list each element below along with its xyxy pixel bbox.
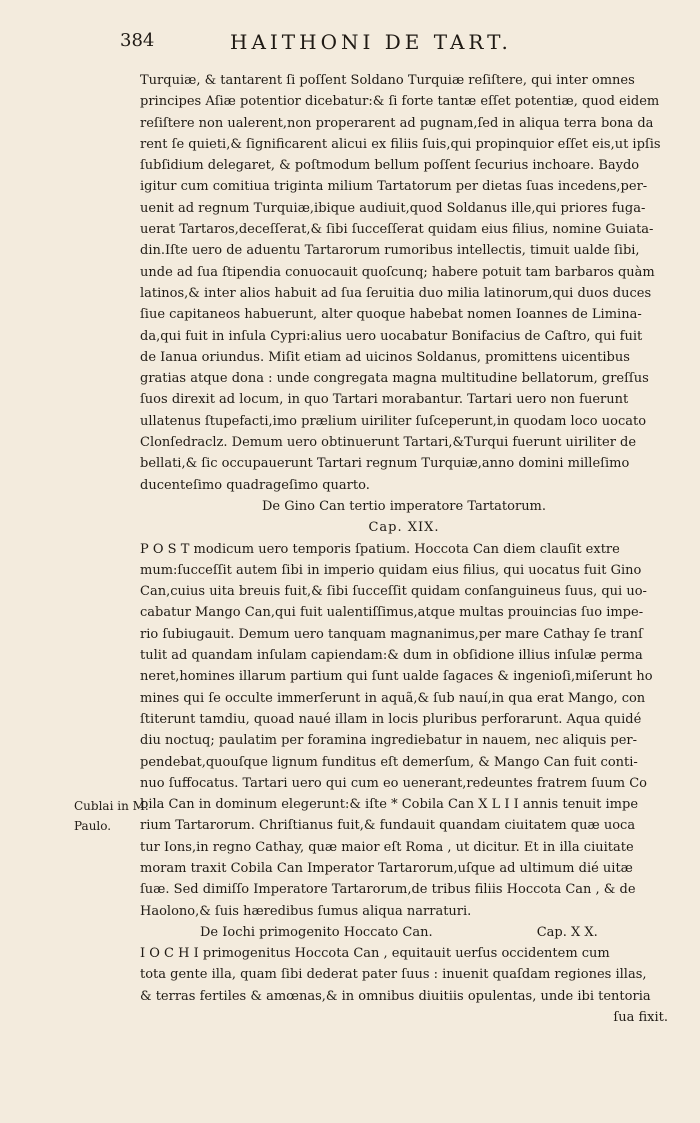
text-line: rium Tartarorum. Chriſtianus fuit,& fundauit quandam ciuitatem quæ uoca xyxy=(140,818,636,834)
chapter-heading: De Gino Can tertio imperatore Tartatorum. xyxy=(261,498,547,514)
page-header xyxy=(120,30,670,64)
paragraph-block-1 xyxy=(140,70,668,496)
text-line: tur Ions,in regno Cathay, quæ maior eſt Roma , ut dicitur. Et in illa ciuitate xyxy=(140,839,634,855)
text-line: & terras fertiles & amœnas,& in omnibus diuitiis opulentas, unde ibi tentoria xyxy=(140,988,651,1004)
text-line: ducenteſimo quadrageſimo quarto. xyxy=(140,477,370,493)
text-line: Haolono,& ſuis hæredibus ſumus aliqua narraturi. xyxy=(140,903,472,919)
text-line: rio ſubiugauit. Demum uero tanquam magnanimus,per mare Cathay ſe tranſ xyxy=(140,626,643,642)
text-line: reſiſtere non ualerent,non properarent ad pugnam,ſed in aliqua terra bona da xyxy=(140,115,654,131)
text-line: nuo ſuffocatus. Tartari uero qui cum eo uenerant,redeuntes fratrem ſuum Co xyxy=(140,775,647,791)
text-line: ſiue capitaneos habuerunt, alter quoque habebat nomen Ioannes de Limina- xyxy=(140,307,642,323)
text-line: tota gente illa, quam ſibi dederat pater ſuus : inuenit quaſdam regiones illas, xyxy=(140,967,647,983)
text-line: bellati,& ſic occupauerunt Tartari regnum Turquiæ,anno domini milleſimo xyxy=(140,456,630,472)
text-line: rent ſe quieti,& ſignificarent alicui ex filiis ſuis,qui propinquior eſſet eis,ut ipſis xyxy=(140,136,661,152)
margin-note-line: Cublai in M. xyxy=(74,799,149,813)
text-line: latinos,& inter alios habuit ad ſua ſeruitia duo milia latinorum,qui duos duces xyxy=(140,285,652,301)
text-line: ſuos direxit ad locum, in quo Tartari morabantur. Tartari uero non fuerunt xyxy=(140,392,629,408)
text-line: mines qui ſe occulte immerſerunt in aquã,& ſub nauí,in qua erat Mango, con xyxy=(140,690,646,706)
text-line: din.Iſte uero de aduentu Tartarorum rumoribus intellectis, timuit ualde ſibi, xyxy=(140,243,640,259)
text-line: P O S T modicum uero temporis ſpatium. Hoccota Can diem clauſit extre xyxy=(140,541,620,557)
catchword: ſua fixit. xyxy=(613,1010,668,1026)
text-line: ullatenus ſtupefacti,imo prælium uiriliter ſuſceperunt,in quodam loco uocato xyxy=(140,413,647,429)
text-line: diu noctuq; paulatim per foramina ingrediebatur in nauem, nec aliquis per- xyxy=(140,733,638,749)
page-number: 384 xyxy=(120,30,155,51)
chapter-number: Cap. X X. xyxy=(536,924,598,940)
text-line: de Ianua oriundus. Miſit etiam ad uicinos Soldanus, promittens uicentibus xyxy=(140,349,630,365)
text-line: uerat Tartaros,deceſſerat,& ſibi ſucceſſerat quidam eius filius, nomine Guiata- xyxy=(140,222,654,238)
text-line: pendebat,quouſque lignum funditus eſt demerſum, & Mango Can fuit conti- xyxy=(140,754,638,770)
text-line: moram traxit Cobila Can Imperator Tartarorum,uſque ad ultimum dié uitæ xyxy=(140,860,633,876)
text-line: igitur cum comitiua triginta milium Tartatorum per dietas ſuas incedens,per- xyxy=(140,179,648,195)
text-line: ſuæ. Sed dimiſſo Imperatore Tartarorum,de tribus filiis Hoccota Can , & de xyxy=(140,882,636,898)
paragraph-block-2 xyxy=(140,539,668,922)
text-line: Turquiæ, & tantarent ſi poſſent Soldano Turquiæ reſiſtere, qui inter omnes xyxy=(140,73,635,88)
paragraph-block-3 xyxy=(140,943,668,1007)
text-line: uenit ad regnum Turquiæ,ibique audiuit,quod Soldanus ille,qui priores fuga- xyxy=(140,200,646,216)
text-line: mum:ſucceſſit autem ſibi in imperio quidam eius filius, qui uocatus fuit Gino xyxy=(140,562,642,578)
chapter-number: Cap. XIX. xyxy=(368,520,440,536)
text-line: tulit ad quandam inſulam capiendam:& dum in obſidione illius inſulæ perma xyxy=(140,648,643,664)
text-line: bila Can in dominum elegerunt:& iſte * Cobila Can X L I I annis tenuit impe xyxy=(140,797,639,813)
chapter-heading: De Iochi primogenito Hoccato Can. xyxy=(200,924,433,940)
text-line: Clonſedraclz. Demum uero obtinuerunt Tartari,&Turqui fuerunt uiriliter de xyxy=(140,435,637,451)
text-line: gratias atque dona : unde congregata magna multitudine bellatorum, greſſus xyxy=(140,371,649,387)
margin-note-line: Paulo. xyxy=(74,819,112,833)
text-line: ſtiterunt tamdiu, quoad naué illam in locis pluribus perforarunt. Aqua quidé xyxy=(140,711,642,727)
text-line: ſubſidium delegaret, & poſtmodum bellum poſſent ſecurius inchoare. Baydo xyxy=(140,158,640,174)
text-line: principes Aſiæ potentior dicebatur:& ſi forte tantæ eſſet potentiæ, quod eidem xyxy=(140,94,660,110)
text-line: neret,homines illarum partium qui ſunt ualde ſagaces & ingenioſi,miſerunt ho xyxy=(140,669,653,685)
chapter-heading-row xyxy=(140,922,668,943)
running-head: HAITHONI DE TART. xyxy=(230,30,512,54)
text-line: Can,cuius uita breuis fuit,& ſibi ſucceſſit quidam conſanguineus ſuus, qui uo- xyxy=(140,584,647,600)
text-line: cabatur Mango Can,qui fuit ualentiſſimus,atque multas prouincias ſuo impe- xyxy=(140,605,644,621)
text-line: da,qui fuit in inſula Cypri:alius uero uocabatur Bonifacius de Caſtro, qui fuit xyxy=(140,328,643,344)
text-line: unde ad ſua ſtipendia conuocauit quoſcunq; habere potuit tam barbaros quàm xyxy=(140,264,655,280)
text-line: I O C H I primogenitus Hoccota Can , equitauit uerſus occidentem cum xyxy=(140,946,610,962)
main-text xyxy=(140,70,668,1028)
margin-note xyxy=(74,796,149,836)
